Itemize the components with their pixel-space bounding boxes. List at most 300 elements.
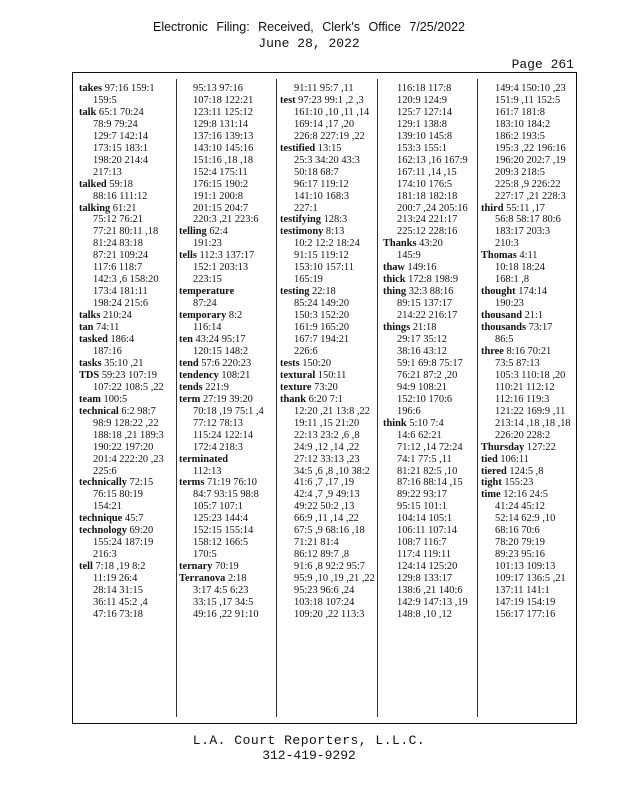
index-ref-line: [280, 525, 375, 537]
index-page-refs: 148:8 ,10 ,12: [397, 608, 452, 620]
index-ref-line: [179, 107, 264, 119]
index-page-refs: 71:12 ,14 72:24: [397, 441, 463, 453]
index-page-refs: 155:24 187:19: [93, 537, 154, 549]
index-page-refs: 183:17 203:3: [495, 226, 551, 238]
index-page-refs: 33:15 ,17 34:5: [193, 596, 254, 608]
index-ref-line: [383, 298, 468, 310]
index-page-refs: 96:17 119:12: [294, 178, 349, 190]
index-ref-line: [481, 119, 571, 131]
index-page-refs: 188:18 ,21 189:3: [93, 429, 164, 441]
index-page-refs: 217:13: [93, 166, 122, 178]
index-term: tight: [481, 477, 502, 489]
index-page-refs: 174:14: [515, 286, 548, 298]
index-page-refs: 108:7 116:7: [397, 537, 447, 549]
index-ref-line: [481, 131, 571, 143]
index-ref-line: [383, 609, 468, 621]
index-page-refs: 210:3: [495, 238, 519, 250]
index-page-refs: 112:16 119:3: [495, 393, 550, 405]
index-page-refs: 127:22: [524, 441, 556, 453]
index-term: talk: [79, 106, 97, 118]
index-page-refs: 10:2 12:2 18:24: [294, 238, 360, 250]
index-page-refs: 137:11 141:1: [495, 585, 550, 597]
index-ref-line: [481, 394, 571, 406]
index-page-refs: 125:23 144:4: [193, 513, 249, 525]
index-page-refs: 103:18 107:24: [294, 596, 355, 608]
index-page-refs: 191:23: [193, 238, 222, 250]
index-term-line: [79, 83, 164, 95]
index-term: tells: [179, 250, 197, 262]
index-page-refs: 214:22 216:17: [397, 310, 458, 322]
index-ref-line: [280, 597, 375, 609]
index-page-refs: 62:4: [206, 226, 228, 238]
index-ref-line: [481, 549, 571, 561]
index-page-refs: 138:6 ,21 140:6: [397, 585, 463, 597]
index-ref-line: [179, 191, 264, 203]
index-term-line: [179, 358, 264, 370]
index-ref-line: [79, 609, 164, 621]
index-ref-line: [481, 358, 571, 370]
index-page-refs: 41:6 ,7 ,17 ,19: [294, 477, 355, 489]
index-page-refs: 70:19: [212, 561, 239, 573]
index-page-refs: 186:2 193:5: [495, 130, 545, 142]
index-page-refs: 220:3 ,21 223:6: [193, 214, 259, 226]
index-ref-line: [280, 298, 375, 310]
index-ref-line: [481, 226, 571, 238]
index-ref-line: [280, 549, 375, 561]
index-term: Thursday: [481, 441, 525, 453]
index-ref-line: [383, 143, 468, 155]
index-page-refs: 110:21 112:12: [495, 381, 555, 393]
index-term: term: [179, 393, 201, 405]
index-ref-line: [280, 418, 375, 430]
index-page-refs: 120:15 148:2: [193, 345, 249, 357]
index-page-refs: 154:21: [93, 501, 122, 513]
index-ref-line: [179, 489, 264, 501]
index-term: test: [280, 94, 296, 106]
index-term: tied: [481, 453, 498, 465]
index-ref-line: [481, 262, 571, 274]
index-page-refs: 27:12 33:13 ,23: [294, 453, 360, 465]
index-page-refs: 6:20 7:1: [306, 393, 343, 405]
index-page-refs: 124:5 ,8: [506, 465, 544, 477]
index-term: ternary: [179, 561, 213, 573]
index-term: thick: [383, 274, 406, 286]
column-divider: [477, 79, 478, 717]
index-ref-line: [79, 501, 164, 513]
index-page-refs: 68:16 70:6: [495, 525, 540, 537]
index-page-refs: 8:13: [323, 226, 345, 238]
index-page-refs: 77:12 78:13: [193, 417, 243, 429]
index-page-refs: 162:13 ,16 167:9: [397, 154, 468, 166]
index-ref-line: [179, 597, 264, 609]
index-page-refs: 152:4 175:11: [193, 166, 248, 178]
index-page-refs: 25:3 34:20 43:3: [294, 154, 360, 166]
index-page-refs: 59:18: [106, 178, 133, 190]
index-page-refs: 89:15 137:17: [397, 298, 453, 310]
index-page-refs: 176:15 190:2: [193, 178, 249, 190]
index-ref-line: [79, 262, 164, 274]
index-page-refs: 49:22 50:2 ,13: [294, 501, 355, 513]
index-ref-line: [79, 214, 164, 226]
index-ref-line: [481, 214, 571, 226]
index-page-refs: 129:8 131:14: [193, 118, 249, 130]
index-page-refs: 98:9 128:22 ,22: [93, 417, 159, 429]
index-ref-line: [481, 585, 571, 597]
index-ref-line: [481, 513, 571, 525]
index-page-refs: 173:4 181:11: [93, 286, 148, 298]
index-page-refs: 108:21: [218, 369, 251, 381]
index-term: thank: [280, 393, 306, 405]
index-page-refs: 12:20 ,21 13:8 ,22: [294, 405, 370, 417]
index-page-refs: 169:14 ,17 ,20: [294, 118, 355, 130]
index-page-refs: 139:10 145:8: [397, 130, 453, 142]
index-page-refs: 150:20: [299, 357, 332, 369]
index-ref-line: [79, 382, 164, 394]
index-ref-line: [179, 95, 264, 107]
index-page-refs: 70:18 ,19 75:1 ,4: [193, 405, 264, 417]
index-page-refs: 168:1 ,8: [495, 274, 530, 286]
index-page-refs: 209:3 218:5: [495, 166, 545, 178]
index-page-refs: 35:10 ,21: [101, 357, 144, 369]
index-term: tend: [179, 357, 199, 369]
index-ref-line: [481, 143, 571, 155]
index-ref-line: [179, 525, 264, 537]
index-ref-line: [481, 107, 571, 119]
index-page-refs: 12:16 24:5: [500, 489, 548, 501]
index-ref-line: [179, 214, 264, 226]
index-term-line: [179, 394, 264, 406]
index-term-line: [280, 143, 375, 155]
index-ref-line: [280, 262, 375, 274]
index-ref-line: [481, 561, 571, 573]
index-term: temporary: [179, 310, 227, 322]
index-term: textural: [280, 369, 316, 381]
index-term-line: [79, 525, 164, 537]
index-term: technical: [79, 405, 119, 417]
index-ref-line: [179, 501, 264, 513]
index-term: talked: [79, 178, 107, 190]
index-term-line: [79, 179, 164, 191]
index-term-line: [79, 322, 164, 334]
index-ref-line: [280, 179, 375, 191]
index-term-line: [280, 370, 375, 382]
index-page-refs: 201:4 222:20 ,23: [93, 453, 164, 465]
index-page-refs: 95:23 96:6 ,24: [294, 585, 355, 597]
index-ref-line: [179, 585, 264, 597]
index-page-refs: 27:19 39:20: [200, 393, 253, 405]
index-page-refs: 14:6 62:21: [397, 429, 442, 441]
index-ref-line: [481, 597, 571, 609]
index-ref-line: [179, 238, 264, 250]
index-term: telling: [179, 226, 207, 238]
index-ref-line: [179, 430, 264, 442]
index-ref-line: [383, 131, 468, 143]
index-page-refs: 150:3 152:20: [294, 310, 350, 322]
index-term: takes: [79, 83, 103, 94]
index-page-refs: 73:17: [526, 322, 553, 334]
index-term: team: [79, 393, 101, 405]
index-page-refs: 151:16 ,18 ,18: [193, 154, 254, 166]
index-ref-line: [79, 167, 164, 179]
index-page-refs: 8:2: [226, 310, 243, 322]
index-term-line: [179, 250, 264, 262]
index-ref-line: [79, 418, 164, 430]
index-ref-line: [179, 203, 264, 215]
index-ref-line: [383, 406, 468, 418]
index-page-refs: 19:11 ,15 21:20: [294, 417, 360, 429]
index-term-line: [79, 358, 164, 370]
index-term: Terranova: [179, 573, 226, 585]
index-page-refs: 210:24: [100, 310, 132, 322]
index-ref-line: [383, 95, 468, 107]
index-page-refs: 167:7 194:21: [294, 334, 350, 346]
index-page-refs: 151:9 ,11 152:5: [495, 94, 561, 106]
index-term: tendency: [179, 369, 219, 381]
index-page-refs: 87:16 88:14 ,15: [397, 477, 463, 489]
index-page-refs: 223:15: [193, 274, 222, 286]
index-term-line: [179, 561, 264, 573]
index-ref-line: [383, 394, 468, 406]
index-ref-line: [481, 501, 571, 513]
index-ref-line: [383, 179, 468, 191]
index-page-refs: 49:16 ,22 91:10: [193, 608, 259, 620]
index-page-refs: 84:7 93:15 98:8: [193, 489, 259, 501]
index-term: terminated: [179, 453, 229, 465]
index-ref-line: [383, 334, 468, 346]
index-ref-line: [179, 346, 264, 358]
index-page-refs: 216:3: [93, 549, 117, 561]
index-page-refs: 95:15 101:1: [397, 501, 447, 513]
index-page-refs: 100:5: [100, 393, 128, 405]
index-page-refs: 95:13 97:16: [193, 83, 243, 94]
index-ref-line: [383, 83, 468, 95]
index-page-refs: 76:15 80:19: [93, 489, 143, 501]
index-page-refs: 3:17 4:5 6:23: [193, 585, 249, 597]
index-page-refs: 41:24 45:12: [495, 501, 545, 513]
index-term-line: [280, 358, 375, 370]
index-ref-line: [383, 250, 468, 262]
index-term-line: [481, 310, 571, 322]
index-page-refs: 145:9: [397, 250, 421, 262]
index-term-line: [383, 322, 468, 334]
index-page-refs: 74:11: [93, 322, 120, 334]
index-term-line: [481, 442, 571, 454]
index-term-line: [79, 370, 164, 382]
index-page-refs: 28:14 31:15: [93, 585, 143, 597]
index-ref-line: [79, 442, 164, 454]
index-ref-line: [79, 250, 164, 262]
index-page-refs: 200:7 ,24 205:16: [397, 202, 468, 214]
index-page-refs: 196:6: [397, 405, 421, 417]
index-ref-line: [179, 442, 264, 454]
index-page-refs: 67:5 ,9 68:16 ,18: [294, 525, 365, 537]
index-term-line: [79, 513, 164, 525]
index-ref-line: [179, 322, 264, 334]
index-page-refs: 143:10 145:16: [193, 142, 254, 154]
index-term: Thomas: [481, 250, 517, 262]
index-ref-line: [481, 609, 571, 621]
index-page-refs: 71:21 81:4: [294, 537, 339, 549]
index-ref-line: [383, 573, 468, 585]
index-page-refs: 89:22 93:17: [397, 489, 447, 501]
index-ref-line: [280, 466, 375, 478]
index-term: texture: [280, 381, 312, 393]
index-page-refs: 172:4 218:3: [193, 441, 243, 453]
index-ref-line: [481, 418, 571, 430]
index-page-refs: 97:16 159:1: [102, 83, 155, 94]
index-page-refs: 196:20 202:7 ,19: [495, 154, 566, 166]
index-page-refs: 198:20 214:4: [93, 154, 149, 166]
index-term: tasked: [79, 334, 108, 346]
index-ref-line: [481, 95, 571, 107]
index-ref-line: [481, 406, 571, 418]
index-page-refs: 88:16 111:12: [93, 190, 148, 202]
index-ref-line: [383, 442, 468, 454]
index-page-refs: 66:9 ,11 ,14 ,22: [294, 513, 359, 525]
index-column-4: [383, 83, 468, 621]
index-term: thing: [383, 286, 407, 298]
index-ref-line: [280, 406, 375, 418]
index-ref-line: [79, 573, 164, 585]
index-page-refs: 22:18: [309, 286, 336, 298]
index-ref-line: [383, 561, 468, 573]
index-term: TDS: [79, 369, 100, 381]
index-term: talks: [79, 310, 101, 322]
index-page-refs: 73:5 87:13: [495, 357, 540, 369]
index-page-refs: 117:4 119:11: [397, 549, 451, 561]
index-ref-line: [383, 477, 468, 489]
index-ref-line: [280, 454, 375, 466]
index-ref-line: [280, 489, 375, 501]
index-page-refs: 61:21: [110, 202, 137, 214]
index-page-refs: 141:10 168:3: [294, 190, 350, 202]
index-page-refs: 2:18: [225, 573, 247, 585]
index-column-5: [481, 83, 571, 621]
index-ref-line: [280, 442, 375, 454]
index-term: time: [481, 489, 501, 501]
index-page-refs: 226:6: [294, 345, 318, 357]
index-term: tell: [79, 561, 93, 573]
index-term: tiered: [481, 465, 507, 477]
index-ref-line: [79, 191, 164, 203]
index-ref-line: [179, 549, 264, 561]
index-page-refs: 155:23: [501, 477, 534, 489]
index-page-refs: 76:21 87:2 ,20: [397, 369, 458, 381]
index-term: things: [383, 322, 411, 334]
index-page-refs: 152:10 170:6: [397, 393, 453, 405]
index-page-refs: 120:9 124:9: [397, 94, 447, 106]
index-ref-line: [481, 191, 571, 203]
index-term: testified: [280, 142, 316, 154]
index-ref-line: [179, 513, 264, 525]
index-term: temperature: [179, 286, 235, 298]
index-term: three: [481, 345, 504, 357]
index-ref-line: [79, 298, 164, 310]
index-page-refs: 22:13 23:2 ,6 ,8: [294, 429, 360, 441]
index-ref-line: [79, 238, 164, 250]
index-term: thaw: [383, 262, 405, 274]
index-page-refs: 109:17 136:5 ,21: [495, 573, 566, 585]
index-page-refs: 24:9 ,12 ,14 ,22: [294, 441, 360, 453]
index-page-refs: 36:11 45:2 ,4: [93, 596, 148, 608]
index-ref-line: [383, 119, 468, 131]
index-ref-line: [481, 573, 571, 585]
index-term-line: [79, 394, 164, 406]
index-ref-line: [481, 382, 571, 394]
index-ref-line: [280, 167, 375, 179]
index-ref-line: [179, 537, 264, 549]
index-ref-line: [383, 585, 468, 597]
index-ref-line: [79, 131, 164, 143]
index-ref-line: [79, 226, 164, 238]
index-term-line: [280, 226, 375, 238]
index-term-line: [481, 250, 571, 262]
index-term-line: [481, 454, 571, 466]
index-term-line: [179, 454, 264, 466]
index-ref-line: [179, 167, 264, 179]
index-ref-line: [79, 346, 164, 358]
index-page-refs: 165:19: [294, 274, 323, 286]
index-page-refs: 225:6: [93, 465, 117, 477]
index-ref-line: [383, 310, 468, 322]
index-term-line: [280, 95, 375, 107]
index-page-refs: 150:11: [315, 369, 347, 381]
page-number: Page 261: [511, 57, 574, 72]
index-page-refs: 105:7 107:1: [193, 501, 243, 513]
index-ref-line: [280, 131, 375, 143]
index-ref-line: [383, 549, 468, 561]
index-page-refs: 173:15 183:1: [93, 142, 149, 154]
index-term-line: [481, 489, 571, 501]
index-term-line: [79, 561, 164, 573]
index-page-refs: 78:20 79:19: [495, 537, 545, 549]
index-page-refs: 91:11 95:7 ,11: [294, 83, 354, 94]
index-term-line: [481, 322, 571, 334]
index-ref-line: [179, 83, 264, 95]
index-page-refs: 32:3 88:16: [406, 286, 454, 298]
index-ref-line: [280, 274, 375, 286]
index-ref-line: [481, 167, 571, 179]
index-ref-line: [280, 346, 375, 358]
index-page-refs: 167:11 ,14 ,15: [397, 166, 457, 178]
index-page-refs: 116:18 117:8: [397, 83, 452, 94]
index-page-refs: 183:10 184:2: [495, 118, 551, 130]
index-page-refs: 81:21 82:5 ,10: [397, 465, 458, 477]
index-ref-line: [280, 203, 375, 215]
index-term: ten: [179, 334, 193, 346]
index-page-refs: 226:8 227:19 ,22: [294, 130, 365, 142]
index-term: technically: [79, 477, 127, 489]
index-ref-line: [481, 155, 571, 167]
index-term-line: [481, 203, 571, 215]
index-ref-line: [79, 537, 164, 549]
index-term-line: [179, 370, 264, 382]
index-page-refs: 7:18 ,19 8:2: [92, 561, 146, 573]
index-page-refs: 107:18 122:21: [193, 94, 254, 106]
index-page-refs: 158:12 166:5: [193, 537, 249, 549]
index-page-refs: 107:22 108:5 ,22: [93, 381, 164, 393]
index-ref-line: [280, 561, 375, 573]
index-ref-line: [280, 501, 375, 513]
index-page-refs: 190:23: [495, 298, 524, 310]
index-ref-line: [79, 585, 164, 597]
index-page-refs: 198:24 215:6: [93, 298, 149, 310]
index-term: terms: [179, 477, 205, 489]
index-page-refs: 128:3: [320, 214, 348, 226]
index-page-refs: 43:20: [416, 238, 443, 250]
index-ref-line: [280, 310, 375, 322]
index-page-refs: 38:16 43:12: [397, 345, 447, 357]
